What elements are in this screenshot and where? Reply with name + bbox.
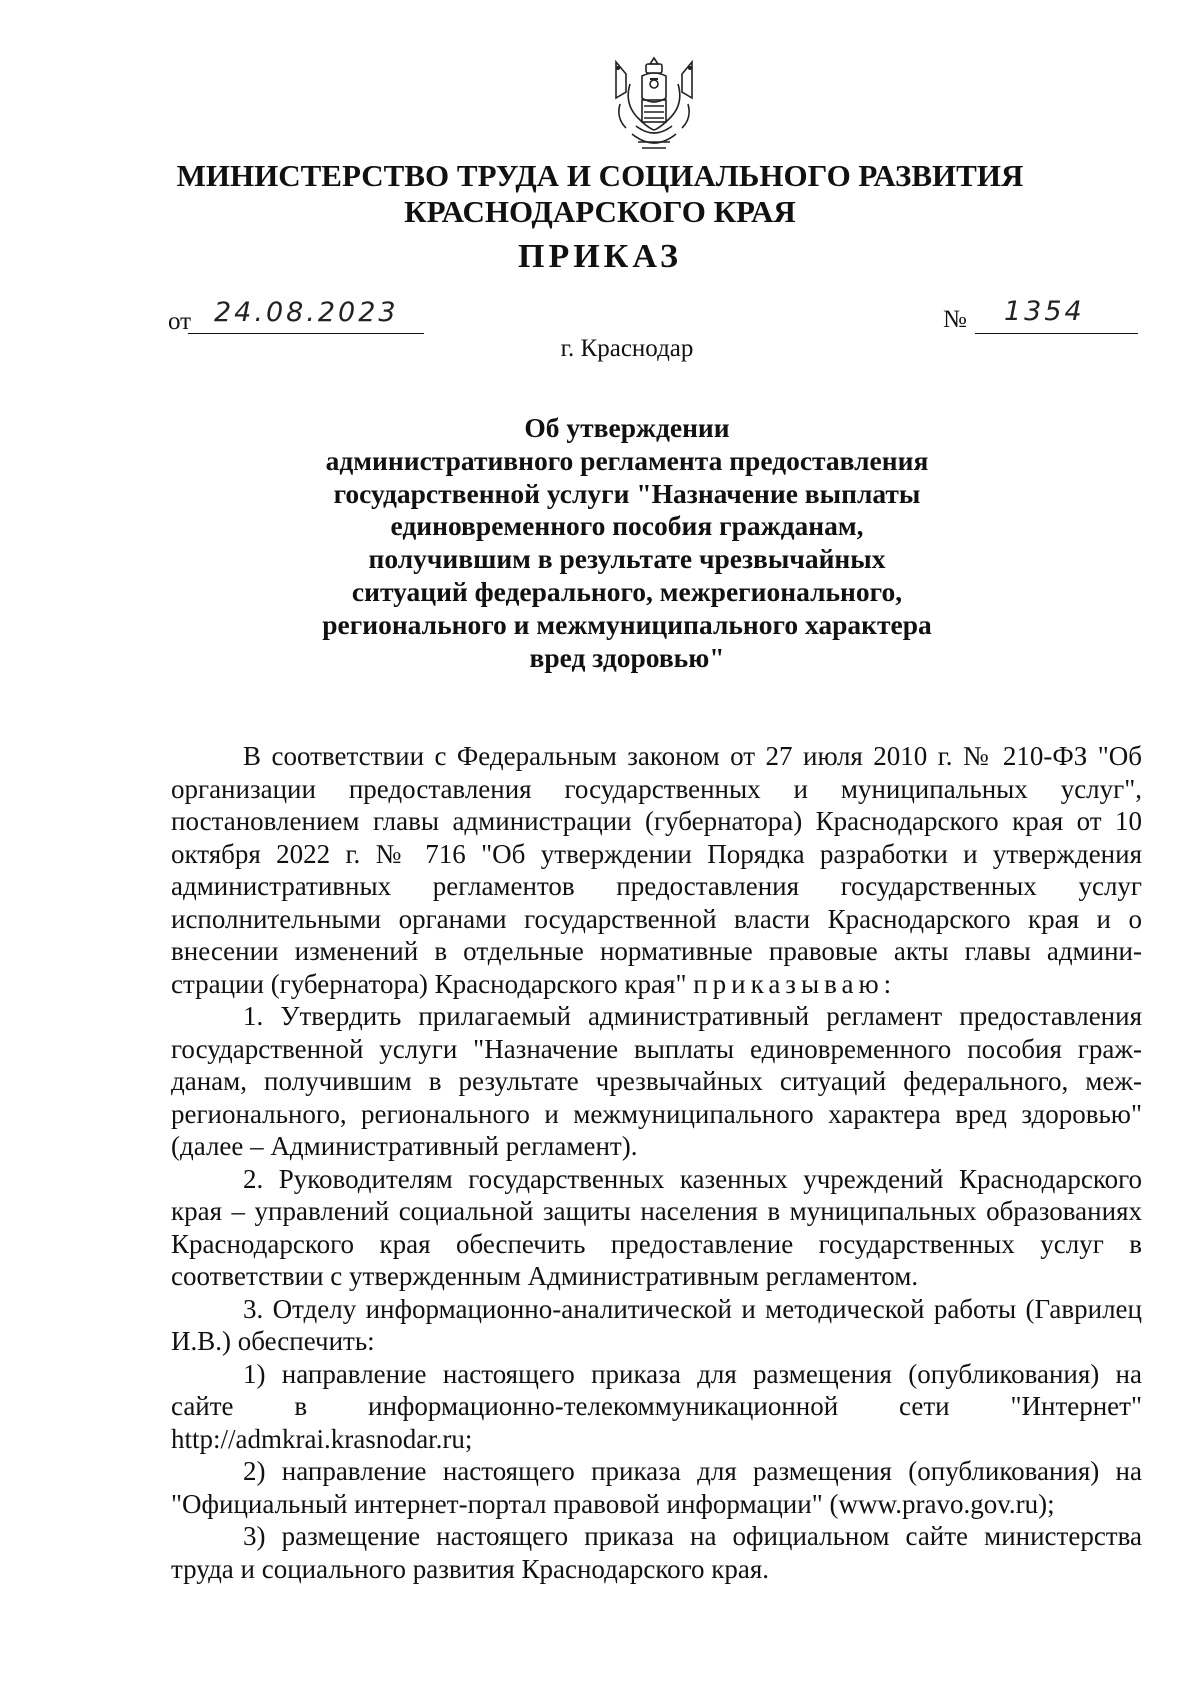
- orders-word: приказываю:: [693, 968, 897, 999]
- city: г. Краснодар: [560, 335, 694, 362]
- number-underline: [975, 333, 1138, 334]
- date-label: от: [168, 308, 192, 335]
- order-item-1: 1. Утвердить прилагаемый административный регламент предоставления государственной услуги "Назначение выплаты единовременного пособия гражданам, получившим в результате чрезвычайных ситуаций федерального, межрегионального, регионального и межмуниципального характера вред здоровью" (далее – Административный регламент).: [171, 1001, 1142, 1161]
- subject-line: получившим в результате чрезвычайных: [368, 543, 886, 575]
- subject-line: регионального и межмуниципального характера: [322, 608, 932, 640]
- ministry-line-1: МИНИСТЕРСТВО ТРУДА И СОЦИАЛЬНОГО РАЗВИТИЯ: [176, 158, 1024, 193]
- order-subject: [0, 412, 1200, 674]
- subject-line: Об утверждении: [524, 412, 730, 443]
- subject-line: государственной услуги "Назначение выплаты: [333, 477, 921, 509]
- subject-line: административного регламента предоставления: [325, 444, 929, 476]
- subject-line: ситуаций федерального, межрегионального,: [351, 575, 903, 607]
- handwritten-number: 1354: [1004, 296, 1085, 327]
- coat-of-arms-icon: [606, 54, 702, 158]
- handwritten-date: 24.08.2023: [214, 297, 399, 328]
- subject-line: вред здоровью": [529, 641, 725, 673]
- document-type: ПРИКАЗ: [518, 238, 682, 275]
- order-item-3: 3. Отделу информационно-аналитической и методической работы (Гаврилец И.В.) обеспечить:: [171, 1293, 1142, 1356]
- number-label: №: [943, 306, 967, 333]
- order-item-2: 2. Руководителям государственных казенных учреждений Краснодарского края – управлений социальной защиты населения в муниципальных образованиях Краснодарского края обеспечить предоставление государственных услуг в соответствии с утвержденным Административным регламентом.: [171, 1163, 1142, 1291]
- order-item-3-3: 3) размещение настоящего приказа на официальном сайте министерства труда и социального развития Краснодарского края.: [171, 1521, 1142, 1584]
- order-item-3-2: 2) направление настоящего приказа для размещения (опубликования) на "Официальный интернет-портал правовой информации" (www.pravo.gov.ru);: [171, 1456, 1142, 1519]
- order-item-3-1: 1) направление настоящего приказа для размещения (опубликования) на сайте в информационно-телекоммуникационной сети "Интернет" http://admkrai.krasnodar.ru;: [171, 1358, 1142, 1454]
- date-underline: [188, 333, 424, 334]
- preamble-text: В соответствии с Федеральным законом от 27 июля 2010 г. № 210-ФЗ "Об организации предоставления государственных и муниципальных услуг", постановлением главы администрации (губернатора) Краснодарского края от 10 октября 2022 г. № 716 "Об утверждении Порядка разработки и утверждения административных регламентов предоставления государственных услуг исполнительными органами государственной власти Краснодарского края и о внесении изменений в отдельные нормативные правовые акты главы администрации (губернатора) Краснодарского края": [171, 741, 1142, 999]
- ministry-line-2: КРАСНОДАРСКОГО КРАЯ: [404, 194, 796, 229]
- ministry-name: [0, 158, 1200, 230]
- preamble-paragraph: [171, 740, 1142, 1000]
- subject-line: единовременного пособия гражданам,: [390, 510, 864, 542]
- order-body: [171, 740, 1142, 1585]
